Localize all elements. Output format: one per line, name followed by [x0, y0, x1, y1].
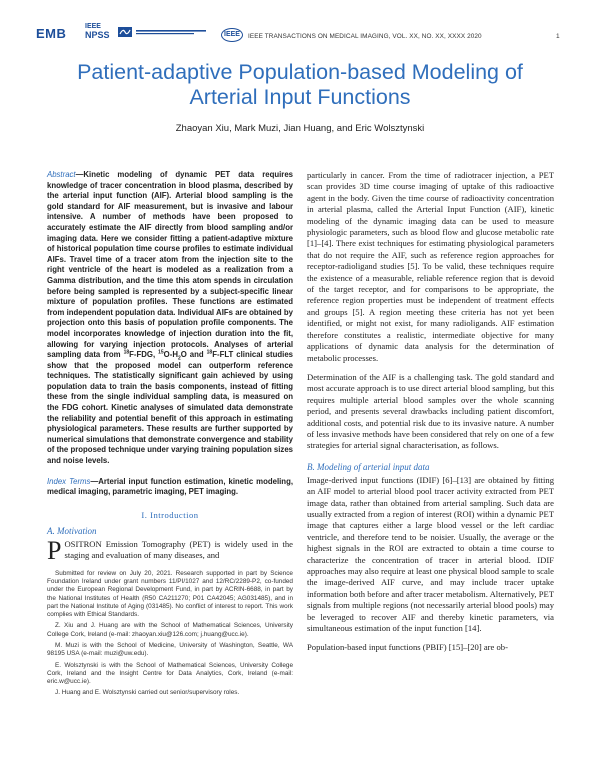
abstract-text-d: O and — [180, 350, 207, 360]
drop-cap: P — [47, 535, 62, 565]
paragraph-gap — [307, 364, 554, 372]
npss-logo-top: IEEE — [85, 23, 101, 30]
page-number: 1 — [556, 33, 560, 40]
abstract-sup-15: 15 — [158, 349, 164, 356]
page-header — [0, 0, 600, 52]
intro-paragraph — [47, 535, 293, 565]
abstract-text-a: —Kinetic modeling of dynamic PET data requires knowledge of tracer concentration in blood plasma, described by the arterial input function (AIF). Arterial blood sampling is the gold standard for AIF measurement, but is invasive and labour intensive. A number of methods have been proposed to accurately estimate the AIF directly from blood sampling and/or imaging data. Here we consider fitting a patient-adaptive mixture of historical population time course profiles to estimate individual AIFs. Travel time of a tracer atom from the injection site to the right ventricle of the heart is modeled as a realization from a Gamma distribution, and the time this atom spends in circulation before being sampled is represented by a subject-specific linear mixture of population profiles. These functions are estimated from independent population data. Individual AIFs are obtained by projection onto this basis of population profile components. The model incorporates knowledge of injection duration into the fit, allowing for varying injection protocols. Analyses of arterial sampling data from — [47, 170, 293, 360]
emb-logo: EMB — [36, 26, 67, 41]
journal-header: IEEE TRANSACTIONS ON MEDICAL IMAGING, VOL. XX, NO. XX, XXXX 2020 — [248, 33, 482, 40]
right-column — [307, 170, 554, 654]
signal-processing-society-logo — [118, 25, 208, 39]
abstract-sup-18-b: 18 — [206, 349, 213, 356]
footnote-funding: Submitted for review on July 20, 2021. Research supported in part by Science Foundation Ireland under grant numbers 11/PI/1027 and 12/RC/2289-P2, co-funded under the European Regional Development Fund, in part by ACRIN-6688, in part by the National Institutes of Health (R50 CA211270; P01 CA42045; AG031485), and in part the National Institute of Aging (031485). No conflict of interest to report. This work complies with Ethical Standards. — [47, 569, 293, 619]
abstract-label: Abstract — [47, 170, 76, 179]
abstract-text-b: F-FDG, — [129, 350, 159, 360]
body-paragraph-3: Image-derived input functions (IDIF) [6]–[13] are obtained by fitting an AIF model to arterial blood pool tracer activity extracted from PET image data, rather than obtained from arterial sampling. Such data are usually extracted from a region of interest (ROI) within a dynamic PET image that captures either a large blood vessel or the left cardiac ventricle, and therefore tend to be noisier. Usually, the average or the highest signals in the ROI are extracted to obtain a time course to characterize the concentration of tracer in arterial blood. IDIF approaches may also require at least one physical blood sample to scale the image-derived AIF curve, and may include tracer uptake information both before and after tracer metabolism. Alternatively, PET signals from multiple regions (not necessarily arterial blood pools) may be leveraged to recover AIF and thereby kinetic parameters, via simultaneous estimation of the input function [14]. — [307, 474, 554, 634]
ieee-logo: IEEE — [221, 28, 243, 42]
footnote-affiliation-muzi: M. Muzi is with the School of Medicine, University of Washington, Seattle, WA 98195 USA (e-mail: muzi@uw.edu). — [47, 642, 293, 658]
npss-logo-bottom: NPSS — [85, 30, 110, 40]
subsection-heading-motivation: A. Motivation — [47, 525, 97, 536]
footnote-affiliation-xiu-huang: Z. Xiu and J. Huang are with the School of Mathematical Sciences, University College Cork, Ireland (e-mail: zhaoyan.xiu@126.com; j.huang@ucc.ie). — [47, 622, 293, 638]
body-paragraph-2: Determination of the AIF is a challenging task. The gold standard and most accurate approach is to use direct arterial blood sampling, but this requires multiple arterial blood samples over the whole scanning period, and presents several drawbacks including patient discomfort, additional costs, and potential risk due to its invasive nature. A number of less invasive methods have been considered that rely on one of a few strategies for arterial signal characterisation, as follows. — [307, 371, 554, 451]
paper-title — [30, 60, 570, 110]
paragraph-gap — [307, 634, 554, 642]
abstract-sub-2: 2 — [177, 355, 181, 362]
body-paragraph-4: Population-based input functions (PBIF) [15]–[20] are ob- — [307, 642, 508, 653]
footnote-roles: J. Huang and E. Wolsztynski carried out senior/supervisory roles. — [55, 689, 240, 697]
author-list: Zhaoyan Xiu, Mark Muzi, Jian Huang, and Eric Wolsztynski — [175, 123, 425, 134]
left-column — [47, 170, 293, 701]
index-terms-label: Index Terms — [47, 476, 91, 486]
abstract-sup-18-a: 18 — [123, 349, 130, 356]
paper-title-line-1: Patient-adaptive Population-based Modeling of — [77, 60, 523, 84]
abstract-text-e: F-FLT clinical studies show that the proposed model can outperform reference techniques. The statistically significant gain achieved by using population data to train the basis components, instead of fitting these from the single individual sampling data, is measured on the FDG cohort. Kinetic analyses of simulated data demonstrate the reliability and potential benefit of this approach in estimating physiological parameters. These results are further supported by numerical simulations that demonstrate convergence and stability of the proposed technique under varying training population sizes and noise levels. — [47, 350, 293, 466]
footnote-affiliation-wolsztynski: E. Wolsztynski is with the School of Mathematical Sciences, University College Cork, Ireland and the Insight Centre for Data Analytics, Cork, Ireland (e-mail: eric.w@ucc.ie). — [47, 661, 293, 686]
abstract — [47, 170, 293, 467]
section-heading-introduction: I. Introduction — [141, 509, 199, 520]
body-paragraph-1: particularly in cancer. From the time of radiotracer injection, a PET scan provides 3D time course imaging of uptake of this radioactive agent in the body. Given the time course of radioactivity concentration in arterial plasma, called the Arterial Input Function (AIF), kinetic modeling of the dynamic imaging data can be used to measure physiologic parameters, such as blood flow and glucose metabolic rate [1]–[4]. There exist techniques for estimating physiological parameters that do not require the AIF, such as reference region approaches for receptor-radioligand studies [5]. To be valid, these techniques require the existence of a measurable, reliable reference region that is devoid of the target receptor, and for comparisons to be appropriate, the reference region properties must be independent of treatment effects and groups [5]. A region meeting these criteria has not yet been identified, or might not exist, for many radioligands. AIF estimation therefore constitutes a realistic, intermediate objective for many applications of dynamic data analysis for the determination of metabolic processes. — [307, 170, 554, 363]
intro-text: OSITRON Emission Tomography (PET) is widely used in the staging and evaluation of many diseases, and — [64, 538, 293, 561]
index-terms-text: —Arterial input function estimation, kinetic modeling, medical imaging, parametric imaging, PET imaging. — [47, 476, 293, 497]
npss-logo — [85, 23, 110, 39]
index-terms — [47, 477, 293, 498]
subsection-heading-modeling: B. Modeling of arterial input data — [307, 461, 430, 472]
paper-title-line-2: Arterial Input Functions — [189, 85, 411, 109]
abstract-text-c: O-H — [163, 350, 178, 360]
